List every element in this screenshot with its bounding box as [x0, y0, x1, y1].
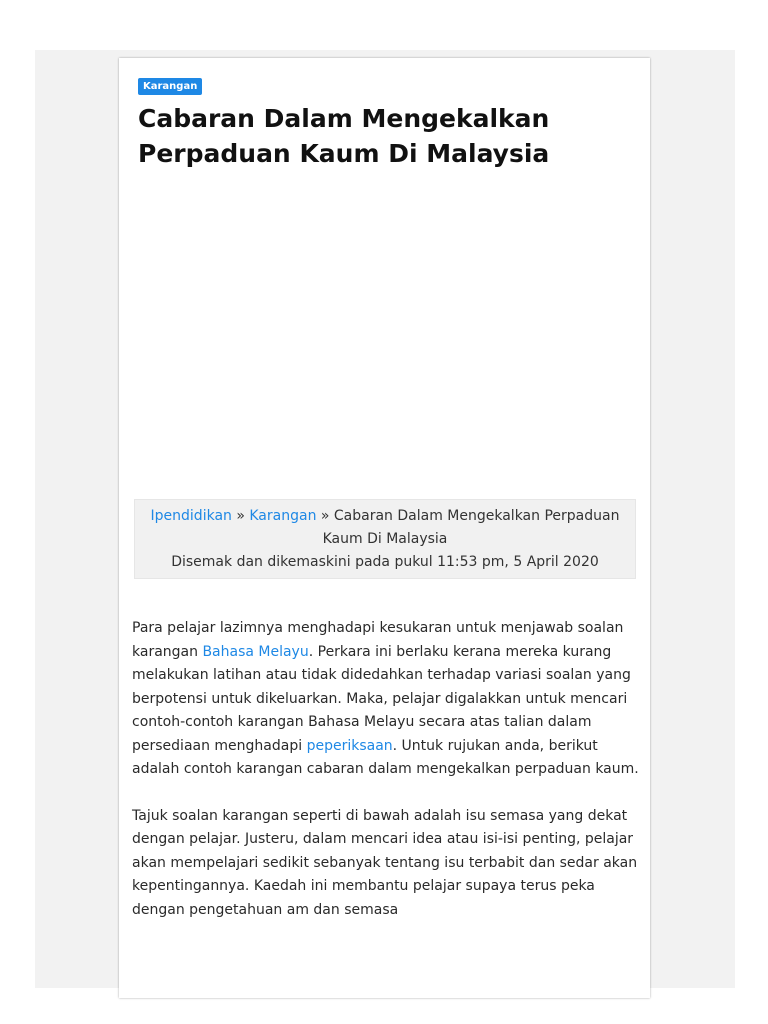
bahasa-melayu-link[interactable]: Bahasa Melayu — [202, 643, 309, 660]
article-body — [132, 617, 642, 945]
peperiksaan-link[interactable]: peperiksaan — [306, 737, 393, 754]
paragraph-1 — [132, 617, 642, 782]
breadcrumb-current: Cabaran Dalam Mengekalkan Perpaduan Kaum Di Malaysia — [322, 508, 620, 547]
breadcrumb-separator: » — [316, 508, 334, 524]
breadcrumb-category-link[interactable]: Karangan — [249, 508, 317, 524]
paragraph-text: . Perkara ini berlaku kerana mereka kurang melakukan latihan atau tidak didedahkan terhadap variasi soalan yang berpotensi untuk dikeluarkan. Maka, pelajar digalakkan untuk mencari contoh-contoh karangan Bahasa Melayu secara atas talian dalam persediaan menghadapi — [132, 643, 631, 754]
breadcrumb — [135, 505, 635, 551]
ad-placeholder — [138, 188, 628, 488]
article-title: Cabaran Dalam Mengekalkan Perpaduan Kaum Di Malaysia — [138, 104, 550, 168]
article-card — [119, 58, 650, 998]
paragraph-text: Para pelajar lazimnya menghadapi kesukaran untuk menjawab soalan karangan — [132, 620, 624, 660]
paragraph-2: Tajuk soalan karangan seperti di bawah adalah isu semasa yang dekat dengan pelajar. Justeru, dalam mencari idea atau isi-isi penting, pelajar akan mempelajari sedikit sebanyak tentang isu terbabit dan sedar akan kepentingannya. Kaedah ini membantu pelajar supaya terus peka dengan pengetahuan am dan semasa — [132, 807, 638, 918]
paragraph-text: . Untuk rujukan anda, berikut adalah contoh karangan cabaran dalam mengekalkan perpaduan kaum. — [132, 737, 639, 777]
updated-timestamp: Disemak dan dikemaskini pada pukul 11:53 pm, 5 April 2020 — [171, 554, 599, 570]
breadcrumb-meta-box — [134, 499, 636, 579]
breadcrumb-home-link[interactable]: Ipendidikan — [150, 508, 232, 524]
category-badge[interactable]: Karangan — [138, 78, 202, 95]
breadcrumb-separator: » — [231, 508, 250, 524]
